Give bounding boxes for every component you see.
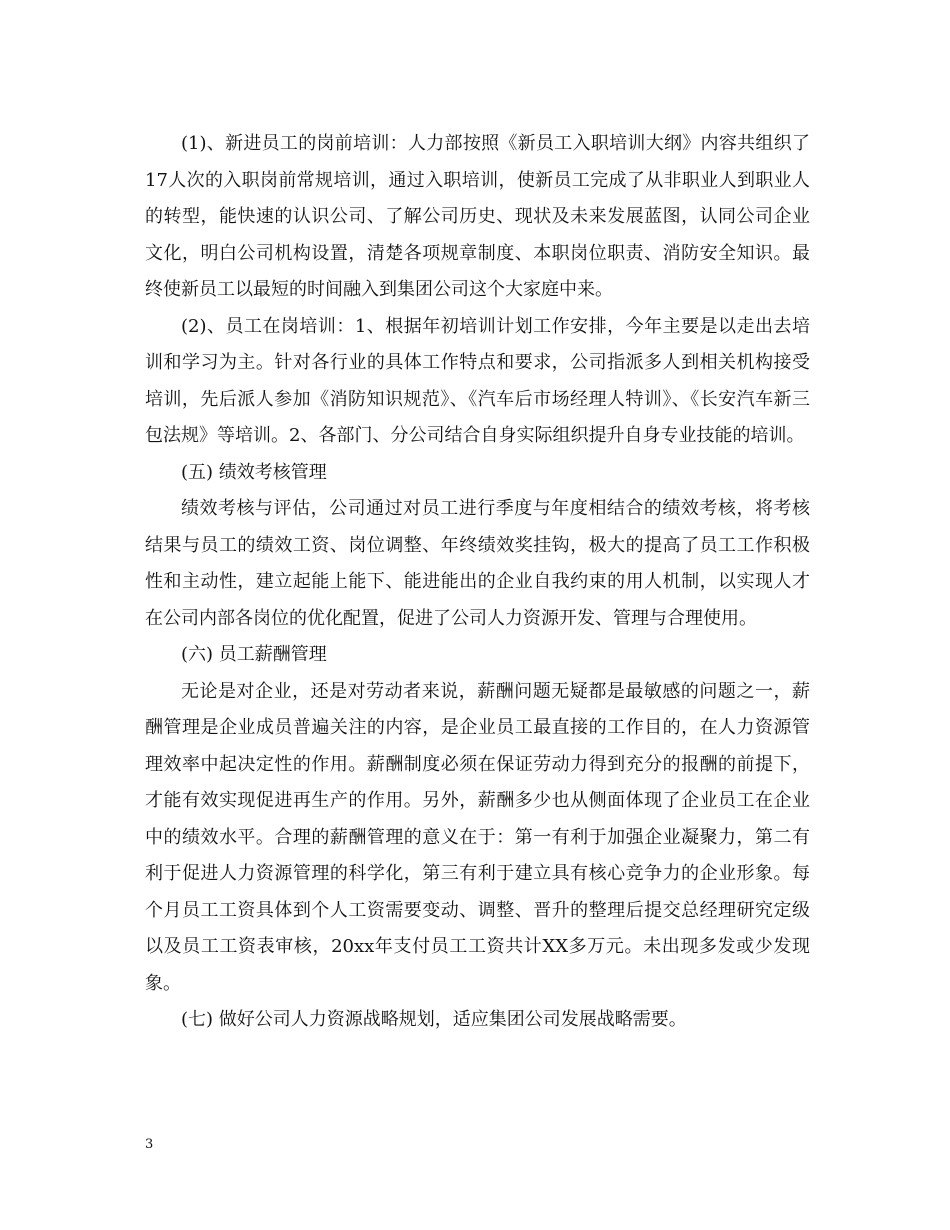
heading-performance-management: (五) 绩效考核管理 (181, 461, 327, 483)
paragraph-on-job-training: (2)、员工在岗培训：1、根据年初培训计划工作安排，今年主要是以走出去培训和学习为主。针对各行业的具体工作特点和要求，公司指派多人到相关机构接受培训，先后派人参加《消防知识规范》、《汽车后市场经理人特训》、《长安汽车新三包法规》等培训。2、各部门、分公司结合自身实际组织提升自身专业技能的培训。 (145, 315, 810, 446)
document-body (145, 126, 810, 1039)
paragraph-new-employee-training: (1)、新进员工的岗前培训：人力部按照《新员工入职培训大纲》内容共组织了17人次的入职岗前常规培训，通过入职培训，使新员工完成了从非职业人到职业人的转型，能快速的认识公司、了解公司历史、现状及未来发展蓝图，认同公司企业文化，明白公司机构设置，清楚各项规章制度、本职岗位职责、消防安全知识。最终使新员工以最短的时间融入到集团公司这个大家庭中来。 (145, 133, 810, 300)
heading-hr-strategy-planning: (七) 做好公司人力资源战略规划，适应集团公司发展战略需要。 (181, 1009, 687, 1030)
paragraph-salary-management: 无论是对企业，还是对劳动者来说，薪酬问题无疑都是最敏感的问题之一，薪酬管理是企业成员普遍关注的内容，是企业员工最直接的工作目的，在人力资源管理效率中起决定性的作用。薪酬制度必须在保证劳动力得到充分的报酬的前提下，才能有效实现促进再生产的作用。另外，薪酬多少也从侧面体现了企业员工在企业中的绩效水平。合理的薪酬管理的意义在于：第一有利于加强企业凝聚力，第二有利于促进人力资源管理的科学化，第三有利于建立具有核心竞争力的企业形象。每个月员工工资具体到个人工资需要变动、调整、晋升的整理后提交总经理研究定级以及员工工资表审核，20xx年支付员工工资共计XX多万元。未出现多发或少发现象。 (145, 680, 810, 994)
page-number: 3 (145, 1137, 154, 1152)
heading-salary-management: (六) 员工薪酬管理 (181, 644, 327, 665)
paragraph-performance-assessment: 绩效考核与评估，公司通过对员工进行季度与年度相结合的绩效考核，将考核结果与员工的绩效工资、岗位调整、年终绩效奖挂钩，极大的提高了员工工作积极性和主动性，建立起能上能下、能进能出的企业自我约束的用人机制，以实现人才在公司内部各岗位的优化配置，促进了公司人力资源开发、管理与合理使用。 (145, 498, 810, 629)
